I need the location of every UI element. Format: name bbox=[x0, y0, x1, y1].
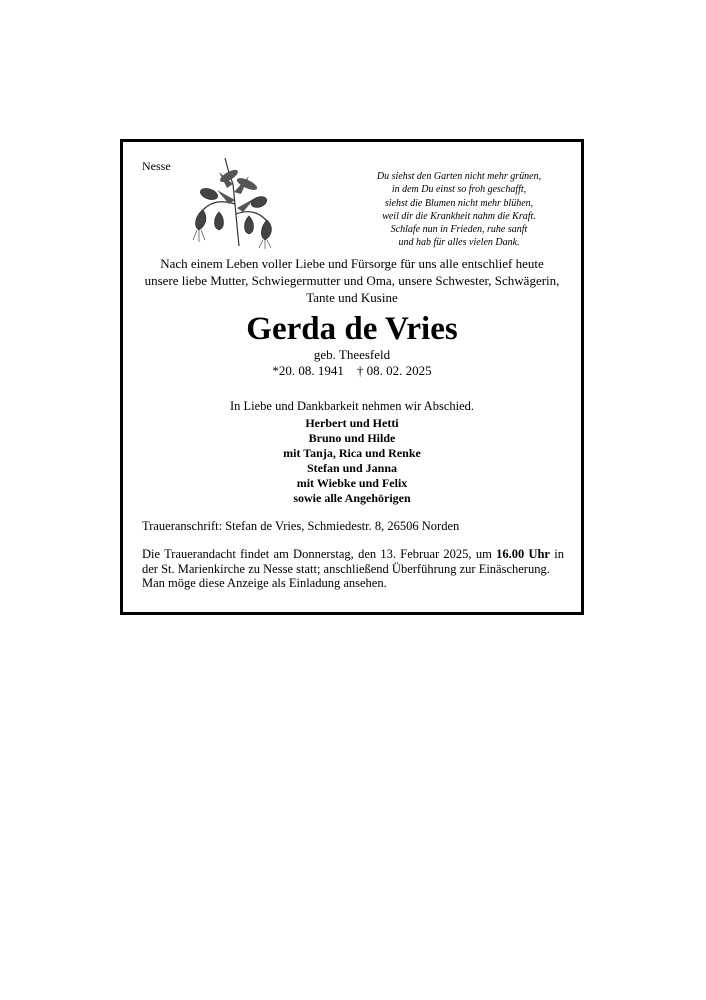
family-member: mit Tanja, Rica und Renke bbox=[283, 446, 421, 460]
service-time: 16.00 Uhr bbox=[496, 547, 550, 561]
poem-line: siehst die Blumen nicht mehr blühen, bbox=[384, 197, 534, 209]
obituary-notice bbox=[120, 139, 584, 615]
poem-line: Du siehst den Garten nicht mehr grünen, bbox=[376, 171, 542, 182]
service-text: Die Trauerandacht findet am Donnerstag, den 13. Februar 2025, um bbox=[142, 547, 497, 561]
service-text-cont: in der St. Marienkirche zu Nesse statt; anschließend Überführung zur Einäscherung. bbox=[142, 547, 564, 576]
poem-line: in dem Du einst so froh geschafft, bbox=[391, 184, 527, 196]
family-member: mit Wiebke und Felix bbox=[296, 476, 408, 490]
family-member: Herbert und Hetti bbox=[305, 416, 399, 430]
service-info bbox=[142, 547, 564, 591]
intro-line: Tante und Kusine bbox=[306, 290, 398, 305]
poem-line: weil dir die Krankheit nahm die Kraft. bbox=[382, 210, 536, 222]
invitation-note: Man möge diese Anzeige als Einladung ansehen. bbox=[142, 576, 387, 590]
farewell-line: In Liebe und Dankbarkeit nehmen wir Abschied. bbox=[229, 399, 475, 413]
family-member: Stefan und Janna bbox=[306, 461, 398, 475]
life-dates: *20. 08. 1941 † 08. 02. 2025 bbox=[272, 363, 432, 378]
place-name: Nesse bbox=[142, 159, 171, 173]
fuchsia-flower-icon bbox=[189, 154, 289, 249]
family-member: Bruno und Hilde bbox=[308, 431, 396, 445]
intro-line: Nach einem Leben voller Liebe und Fürsorge für uns alle entschlief heute bbox=[160, 256, 544, 271]
birth-name: geb. Theesfeld bbox=[313, 347, 391, 362]
deceased-name: Gerda de Vries bbox=[246, 311, 458, 347]
family-list bbox=[123, 416, 581, 506]
intro-line: unsere liebe Mutter, Schwiegermutter und Oma, unsere Schwester, Schwägerin, bbox=[144, 273, 560, 288]
family-member: sowie alle Angehörigen bbox=[293, 491, 411, 505]
mourning-address: Traueranschrift: Stefan de Vries, Schmiedestr. 8, 26506 Norden bbox=[142, 519, 460, 533]
poem bbox=[339, 170, 579, 250]
intro-text bbox=[133, 255, 571, 306]
poem-line: Schlafe nun in Frieden, ruhe sanft bbox=[390, 224, 528, 236]
poem-line: und hab für alles vielen Dank. bbox=[398, 237, 520, 249]
